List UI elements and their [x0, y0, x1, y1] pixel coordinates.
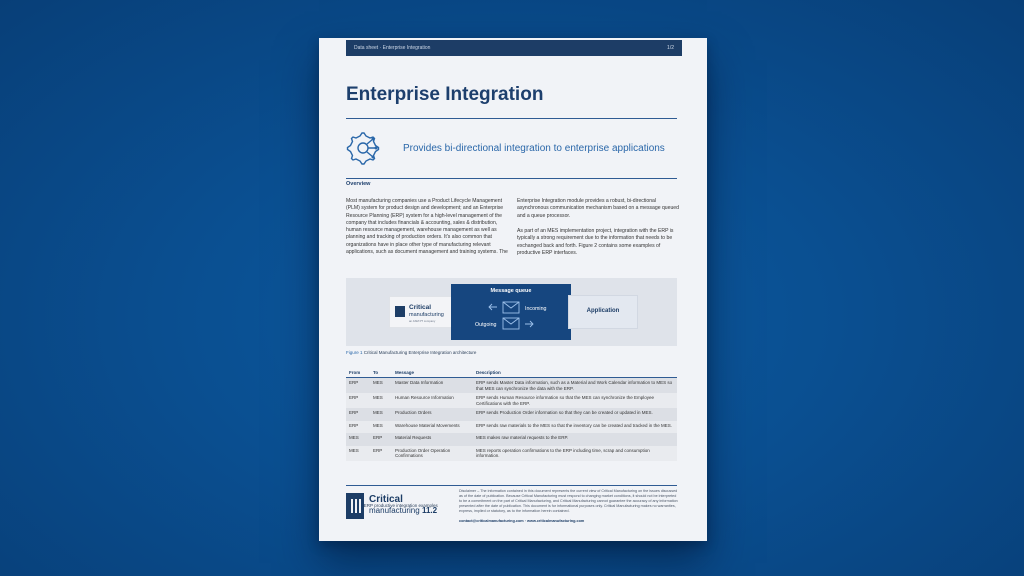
logo-line1: Critical: [369, 494, 403, 505]
message-queue-title: Message queue: [490, 288, 532, 294]
contact-links: contact@criticalmanufacturing.com · www.criticalmanufacturing.com: [459, 519, 585, 523]
erp-integration-table: [346, 368, 677, 461]
title-divider: [346, 118, 677, 119]
figure-2-caption-text: ERP productive integration examples: [363, 503, 438, 508]
application-label: Application: [586, 308, 620, 314]
overview-paragraph-2: Enterprise Integration module provides a robust, bi-directional asynchronous communication mechanism based on a message queued and a queue processor.: [517, 198, 679, 219]
table-row: [346, 421, 677, 434]
cell-from: MES: [346, 446, 370, 461]
table-row: [346, 408, 677, 421]
critical-manufacturing-box: [389, 296, 457, 328]
figure-1-caption-text: Critical Manufacturing Enterprise Integration architecture: [363, 350, 477, 355]
application-box: [568, 295, 638, 329]
cell-message: Master Data Information: [392, 378, 473, 394]
table-header-row: [346, 368, 677, 378]
cell-to: MES: [370, 421, 392, 434]
cell-to: MES: [370, 408, 392, 421]
logo-word: manufacturing: [369, 506, 420, 515]
footer-divider: [346, 485, 677, 486]
outgoing-label: Outgoing: [475, 322, 497, 328]
module-tagline: Provides bi-directional integration to enterprise applications: [403, 143, 665, 154]
cell-from: ERP: [346, 393, 370, 408]
overview-paragraph-3: As part of an MES implementation project, integration with the ERP is typically a strong requirement due to the information that needs to be exchanged back and forth. Figure 2 contains some examples of productive ERP interfaces.: [517, 228, 674, 256]
cell-description: ERP sends Production Order information so that they can be created or updated in MES.: [473, 408, 677, 421]
column-header-to: To: [370, 368, 392, 378]
logo-version: 11.2: [421, 506, 438, 515]
cell-to: ERP: [370, 446, 392, 461]
cell-from: MES: [346, 433, 370, 446]
footer-logo: [346, 493, 456, 519]
cell-to: MES: [370, 378, 392, 394]
table-row: [346, 378, 677, 394]
cell-message: Human Resource Information: [392, 393, 473, 408]
overview-paragraph-1: Most manufacturing companies use a Product Lifecycle Management (PLM) system for product design and development; and an Enterprise Resource Planning (ERP) system for a high-level management of the company that includes financials & accounting, sales & distribution, human resource management, warehouse management as well as planning and tracking of production orders. It's also common that organizations have in place other type of manufacturing relevant applications, such as document management and training systems. The: [346, 198, 508, 256]
table-row: [346, 433, 677, 446]
cell-from: ERP: [346, 421, 370, 434]
page-header-bar: [346, 40, 682, 56]
cmw-logo-icon: [395, 306, 405, 317]
envelope-arrow-icons: [451, 284, 571, 340]
column-header-message: Message: [392, 368, 473, 378]
column-header-from: From: [346, 368, 370, 378]
figure-1-prefix: Figure 1: [346, 350, 363, 355]
cell-description: MES reports operation confirmations to the ERP including time, scrap and consumption information.: [473, 446, 677, 461]
logo-mark-icon: [346, 493, 364, 519]
cell-message: Material Requests: [392, 433, 473, 446]
cell-message: Production Order Operation Confirmations: [392, 446, 473, 461]
cell-description: ERP sends Human Resource information so that the MES can synchronize the Employee Certifications with the ERP.: [473, 393, 677, 408]
cell-message: Production Orders: [392, 408, 473, 421]
overview-heading: Overview: [346, 181, 371, 187]
data-sheet-page: [319, 38, 707, 541]
cell-to: MES: [370, 393, 392, 408]
cell-to: ERP: [370, 433, 392, 446]
cell-message: Warehouse Material Movements: [392, 421, 473, 434]
table-row: [346, 446, 677, 461]
cell-description: MES makes raw material requests to the ERP.: [473, 433, 677, 446]
incoming-label: Incoming: [525, 306, 547, 312]
cell-from: ERP: [346, 408, 370, 421]
header-doc-type: Data sheet · Enterprise Integration: [354, 45, 431, 51]
header-page-number: 1/2: [667, 45, 674, 51]
cmw-name-line2: manufacturing: [409, 312, 444, 318]
table-row: [346, 393, 677, 408]
logo-line2: [369, 506, 437, 515]
message-queue-box: [451, 284, 571, 340]
column-header-description: Description: [473, 368, 677, 378]
cmw-subtitle: an ASM PT company: [409, 319, 436, 323]
disclaimer-text: Disclaimer – The information contained in this document represents the current view of Critical Manufacturing on the issues discussed as of the date of publication. Because Critical Manufacturing must respond to changing market conditions, it should not be interpreted to be a commitment on the part of Critical Manufacturing, and Critical Manufacturing cannot guarantee the accuracy of any information presented after the date of publication. This document is for informational purposes only. Critical Manufacturing makes no warranties, express, implied or statutory, as to the information herein contained.: [459, 489, 678, 513]
tagline-divider: [346, 178, 677, 179]
cmw-name-line1: Critical: [409, 304, 432, 311]
cell-description: ERP sends Master Data information, such as a Material and Work Calendar information to MES so that MES can synchronize the data with the ERP.: [473, 378, 677, 394]
gear-circuit-icon: [346, 131, 380, 165]
figure-1-caption: [346, 350, 476, 355]
page-title: Enterprise Integration: [346, 84, 544, 105]
cell-description: ERP sends raw materials to the MES so that the inventory can be created and tracked in the MES.: [473, 421, 677, 434]
architecture-figure: [346, 278, 677, 346]
cell-from: ERP: [346, 378, 370, 394]
